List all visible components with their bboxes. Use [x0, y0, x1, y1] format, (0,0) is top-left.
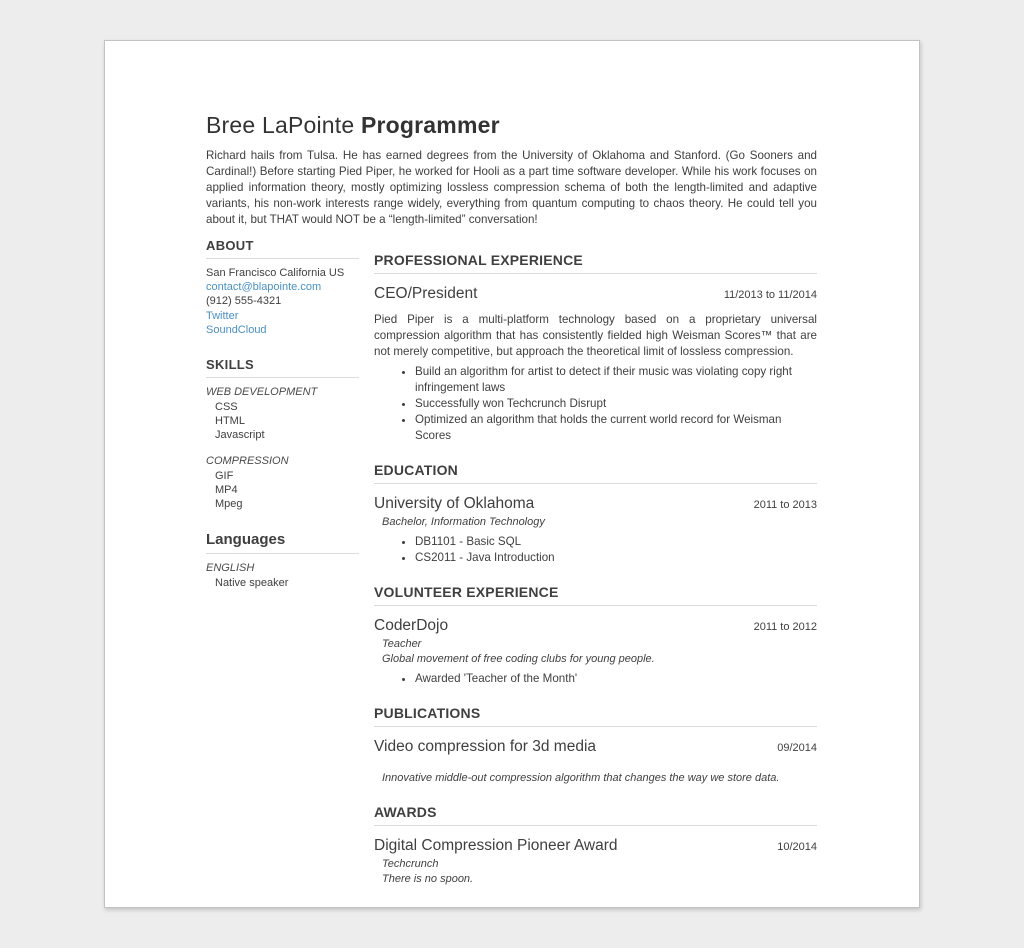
publication-entry — [374, 738, 817, 786]
entry-head — [374, 617, 817, 635]
contact-location: San Francisco California US — [206, 267, 345, 279]
bullet-item: • Successfully won Techcrunch Disrupt — [415, 396, 817, 412]
award-entry — [374, 837, 817, 887]
experience-title: CEO/President — [374, 285, 478, 302]
soundcloud-link[interactable]: SoundCloud — [206, 323, 267, 336]
email-link[interactable]: contact@blapointe.com — [206, 281, 322, 294]
volunteer-role: Teacher — [382, 638, 422, 650]
award-issuer: Techcrunch — [382, 858, 439, 870]
resume-header — [206, 111, 817, 228]
skill-group-label: COMPRESSION — [206, 454, 289, 467]
volunteer-date: 2011 to 2012 — [753, 621, 817, 633]
bullet-item: • Awarded 'Teacher of the Month' — [415, 671, 817, 687]
experience-description: Pied Piper is a multi-platform technology based on a proprietary universal compression algorithm that has consistently fielded high Weisman Scores™ that are not merely competitive, but approach the theoretical limit of lossless compression. — [374, 313, 817, 358]
award-title: Digital Compression Pioneer Award — [374, 837, 618, 854]
resume-job-title: Programmer — [360, 112, 500, 138]
twitter-link[interactable]: Twitter — [206, 309, 239, 322]
languages-heading: Languages — [206, 531, 359, 554]
resume-name: Bree LaPointe — [206, 112, 355, 138]
publication-description: Innovative middle-out compression algorithm that changes the way we store data. — [382, 772, 780, 784]
award-date: 10/2014 — [777, 841, 817, 853]
skills-heading: SKILLS — [206, 357, 359, 378]
professional-experience-section — [374, 252, 817, 444]
skill-group — [206, 385, 359, 443]
experience-entry — [374, 285, 817, 444]
resume-body-columns — [206, 238, 817, 887]
education-entry — [374, 495, 817, 566]
language-group — [206, 561, 359, 590]
education-section — [374, 462, 817, 566]
resume-name-line — [206, 111, 817, 139]
skill-item: MP4 — [215, 483, 238, 496]
volunteer-description: Global movement of free coding clubs for young people. — [382, 653, 655, 665]
skill-item: Javascript — [215, 429, 265, 442]
skill-item: Mpeg — [215, 498, 243, 511]
professional-experience-heading: PROFESSIONAL EXPERIENCE — [374, 252, 817, 274]
education-degree: Bachelor, Information Technology — [382, 516, 545, 528]
resume-summary: Richard hails from Tulsa. He has earned degrees from the University of Oklahoma and Stanford. (Go Sooners and Cardinal!) Before starting Pied Piper, he worked for Hooli as a part time software developer. While his work focuses on applied information theory, mostly optimizing lossless compression schema of both the length-limited and adaptive variants, his non-work interests range widely, everything from quantum computing to chaos theory. He could tell you about it, but THAT would NOT be a “length-limited” conversation! — [206, 149, 817, 226]
publication-title: Video compression for 3d media — [374, 738, 597, 755]
education-heading: EDUCATION — [374, 462, 817, 484]
skills-section — [206, 357, 359, 511]
entry-head — [374, 285, 817, 303]
experience-bullet-list — [374, 364, 817, 444]
publications-section — [374, 705, 817, 786]
skill-item: GIF — [215, 469, 234, 482]
resume-sidebar — [206, 238, 359, 887]
education-school: University of Oklahoma — [374, 495, 535, 512]
experience-date: 11/2013 to 11/2014 — [723, 289, 817, 301]
about-section — [206, 238, 359, 337]
education-date: 2011 to 2013 — [753, 499, 817, 511]
volunteer-bullet-list — [374, 671, 817, 687]
about-heading: ABOUT — [206, 238, 359, 259]
publication-date: 09/2014 — [777, 742, 817, 754]
resume-main-column — [374, 238, 817, 887]
volunteer-experience-heading: VOLUNTEER EXPERIENCE — [374, 584, 817, 606]
awards-heading: AWARDS — [374, 804, 817, 826]
volunteer-experience-section — [374, 584, 817, 687]
skill-item: CSS — [215, 401, 238, 414]
bullet-item: • CS2011 - Java Introduction — [415, 550, 817, 566]
skill-group-label: WEB DEVELOPMENT — [206, 386, 318, 399]
award-description: There is no spoon. — [382, 873, 474, 885]
entry-head — [374, 495, 817, 513]
language-label: ENGLISH — [206, 562, 255, 575]
bullet-item: • Optimized an algorithm that holds the current world record for Weisman Scores — [415, 412, 817, 444]
languages-section — [206, 531, 359, 590]
publications-heading: PUBLICATIONS — [374, 705, 817, 727]
language-level: Native speaker — [215, 577, 289, 590]
resume-document — [104, 40, 920, 908]
volunteer-entry — [374, 617, 817, 687]
volunteer-organization: CoderDojo — [374, 617, 449, 634]
skill-item: HTML — [215, 415, 245, 428]
bullet-item: • Build an algorithm for artist to detect if their music was violating copy right infringement laws — [415, 364, 817, 396]
skill-group — [206, 454, 359, 512]
contact-phone: (912) 555-4321 — [206, 295, 282, 308]
entry-head — [374, 738, 817, 756]
education-bullet-list — [374, 534, 817, 566]
awards-section — [374, 804, 817, 887]
entry-head — [374, 837, 817, 855]
bullet-item: • DB1101 - Basic SQL — [415, 534, 817, 550]
